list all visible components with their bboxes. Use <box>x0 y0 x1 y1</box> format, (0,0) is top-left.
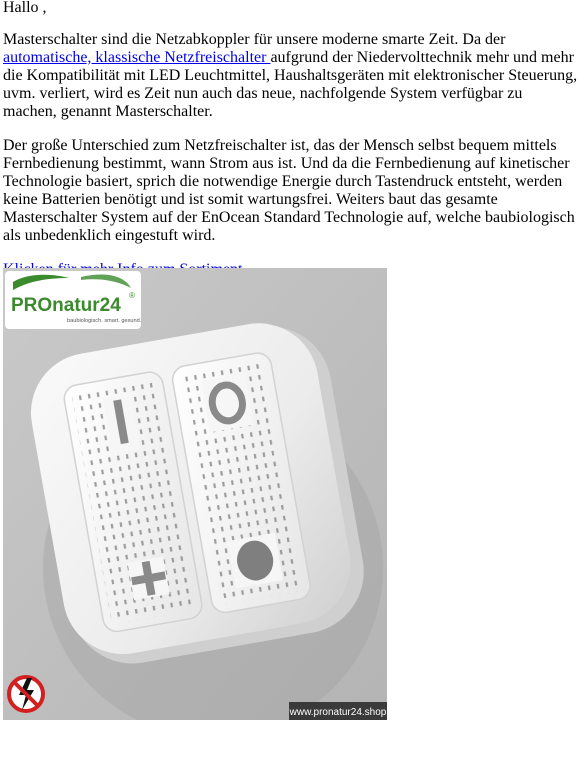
website-label <box>289 702 387 720</box>
intro-text-end: aufgrund der Niedervolttechnik mehr und mehr die Kompatibilität mit LED Leuchtmittel, Haushaltsgeräten mit elektronischer Steuerung, uvm. verliert, wird es Zeit nun auch das neue, nachfolgende System verfügbar zu machen, genannt Masterschalter. <box>3 49 578 120</box>
intro-paragraph <box>3 31 578 121</box>
logo-registered-mark: ® <box>129 291 135 300</box>
product-image[interactable] <box>3 268 387 720</box>
masterschalter-device <box>21 312 373 675</box>
logo-wordmark: PROnatur24 <box>11 295 121 316</box>
intro-text-start: Masterschalter sind die Netzabkoppler für unsere moderne smarte Zeit. Da der <box>3 31 506 48</box>
no-electrosmog-icon <box>9 677 43 711</box>
website-text: www.pronatur24.shop <box>289 707 387 718</box>
greeting: Hallo , <box>3 0 47 16</box>
email-body <box>3 0 578 279</box>
netzfreischalter-link[interactable]: automatische, klassische Netzfreischalter <box>3 49 271 66</box>
difference-paragraph: Der große Unterschied zum Netzfreischalter ist, das der Mensch selbst bequem mittels Fernbedienung bestimmt, wann Strom aus ist. Und da die Fernbedienung auf kinetischer Technologie basiert, sprich die notwendige Energie durch Tastendruck entsteht, werden keine Batterien benötigt und ist somit wartungsfrei. Weiters baut das gesamte Masterschalter System auf der EnOcean Standard Technologie auf, welche baubiologisch als unbedenklich eingestuft wird. <box>3 137 575 244</box>
logo-tagline: baubiologisch. smart. gesund. <box>67 318 142 324</box>
pronatur24-logo <box>5 271 142 329</box>
